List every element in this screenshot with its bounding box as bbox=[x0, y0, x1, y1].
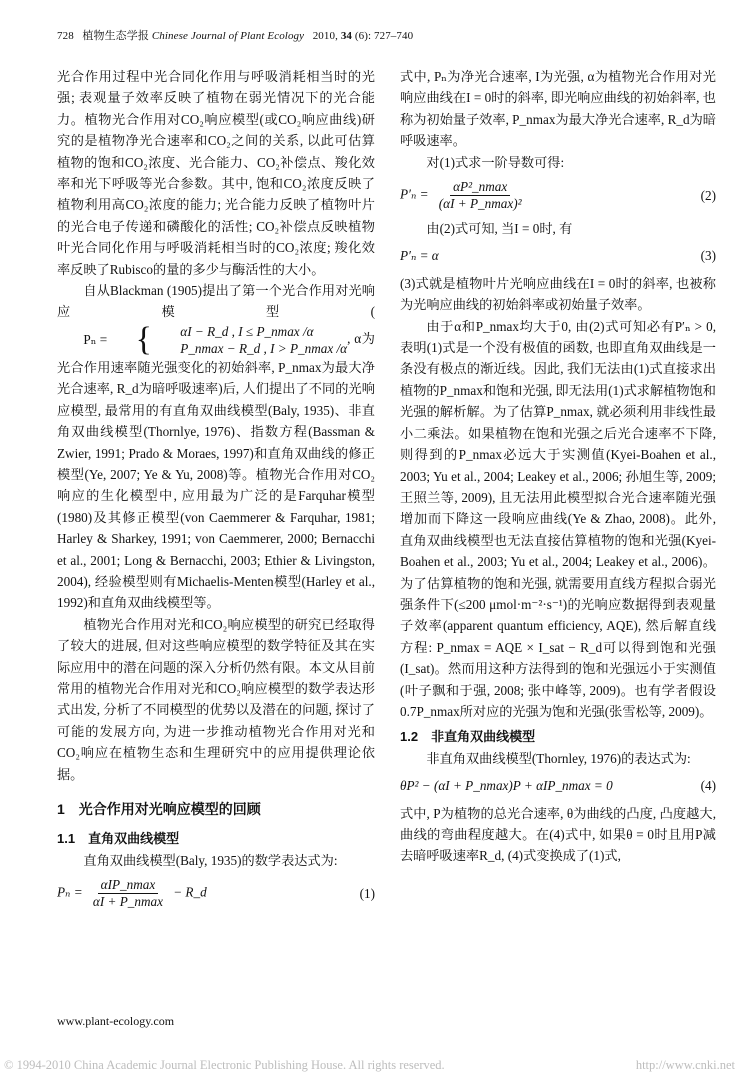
blackman-rest: 合作用速率随光强变化的初始斜率, P_nmax为最大净光合速率, R_d为暗呼吸速率)后, 人们提出了不同的光响应模型, 最常用的有直角双曲线模型(Baly, 1935)、非直角双曲线模型(Thornlye, 1976)、指数方程(Bassman & Zwier, 1991; Prado & Moraes, 1997)和直角双曲线的修正模型(Ye, 2007; Ye & Yu, 2008)等。植物光合作用对CO₂响应的生化模型中, 应用最为广泛的是Farquhar模型(1980)及其修正模型(von Caemmerer & Farquhar, 1981; Harley & Sharkey, 1991; von Caemmerer, 2000; Bernacchi et al., 2001; Long & Bernacchi, 2003; Ethier & Livingston, 2004), 经验模型则有Michaelis-Menten模型(Harley et al., 1992)和直角双曲线模型等。 bbox=[57, 359, 375, 611]
equation-1 bbox=[57, 877, 375, 910]
left-paragraph-3: 植物光合作用对光和CO₂响应模型的研究已经取得了较大的进展, 但对这些响应模型的数学特征及其在实际应用中的潜在问题的深入分析仍然有限。本文从目前常用的植物光合作用对光和CO₂响应模型的数学表达形式出发, 分析了不同模型的优势以及潜在的问题, 探讨了可能的发展方向, 为进一步推动植物光合作用对光和CO₂响应在植物生态和生理研究中的应用提供理论依据。 bbox=[57, 616, 375, 782]
blackman-case-2: P_nmax − R_d , I > P_nmax /α bbox=[180, 340, 348, 356]
eq1-lhs: Pₙ = bbox=[57, 884, 83, 900]
section-1-heading: 1 光合作用对光响应模型的回顾 bbox=[57, 801, 261, 817]
copyright-bar bbox=[4, 1058, 735, 1073]
blackman-after: , α为光 bbox=[57, 330, 375, 375]
right-paragraph-2: 对(1)式求一阶导数可得: bbox=[426, 154, 565, 170]
left-paragraph-1: 光合作用过程中光合同化作用与呼吸消耗相当时的光强; 表观量子效率反映了植物在弱光情况下的光合能力。植物光合作用对CO₂响应模型(或CO₂响应曲线)研究的是植物净光合速率和CO₂之间的关系, 以此可估算植物的饱和CO₂浓度、光合能力、CO₂补偿点、羧化效率和光下呼吸等光合参数。其中, 饱和CO₂浓度反映了植物利用高CO₂浓度的能力; 光合能力反映了植物叶片的光合电子传递和磷酸化的活性; CO₂补偿点反映植物叶光合同化作用与呼吸消耗相当时的CO₂浓度; 羧化效率反映了Rubisco的量的多少与酶活性的大小。 bbox=[57, 69, 375, 277]
eq3-label: (3) bbox=[700, 248, 716, 264]
brace-glyph: { bbox=[135, 320, 152, 358]
eq1-denominator: αI + P_nmax bbox=[92, 894, 163, 910]
cnki-link[interactable]: http://www.cnki.net bbox=[635, 1058, 735, 1072]
eq2-lhs: P′ₙ = bbox=[400, 186, 429, 202]
footer-url: www.plant-ecology.com bbox=[57, 1014, 175, 1028]
eq4-body: θP² − (αI + P_nmax)P + αIP_nmax = 0 bbox=[400, 778, 613, 794]
page-number: 728 bbox=[57, 30, 74, 42]
right-paragraph-1: 式中, Pₙ为净光合速率, I为光强, α为植物光合作用对光响应曲线在I = 0时的斜率, 即光响应曲线的初始斜率, 也称为初始量子效率, P_nmax为最大净光合速率, R_d为暗呼吸速率。 bbox=[400, 69, 716, 149]
eq1-fraction bbox=[90, 877, 166, 910]
journal-name-cn: 植物生态学报 bbox=[82, 30, 149, 42]
equation-3 bbox=[400, 245, 716, 266]
blackman-lhs: Pₙ = bbox=[83, 332, 108, 348]
equation-2 bbox=[400, 179, 716, 212]
blackman-model bbox=[57, 320, 348, 358]
right-paragraph-6: 非直角双曲线模型(Thornley, 1976)的表达式为: bbox=[426, 750, 691, 766]
eq1-label: (1) bbox=[359, 886, 375, 902]
eq2-numerator: αP²_nmax bbox=[450, 179, 510, 196]
eq3-body: P′ₙ = α bbox=[400, 248, 439, 264]
eq4-label: (4) bbox=[700, 778, 716, 794]
right-column bbox=[400, 66, 716, 867]
issue-pages: (6): 727–740 bbox=[354, 30, 414, 42]
eq2-label: (2) bbox=[700, 187, 716, 203]
equation-4 bbox=[400, 775, 716, 796]
running-header bbox=[57, 27, 413, 43]
left-paragraph-2 bbox=[57, 280, 375, 614]
left-column bbox=[57, 66, 375, 916]
copyright-text: © 1994-2010 China Academic Journal Electronic Publishing House. All rights reserved. bbox=[4, 1058, 445, 1072]
eq2-fraction bbox=[436, 179, 525, 212]
journal-name-en: Chinese Journal of Plant Ecology bbox=[151, 30, 305, 42]
blackman-intro: 自从Blackman (1905)提出了第一个光合作用对光响应模型( bbox=[57, 283, 375, 320]
right-paragraph-3: 由(2)式可知, 当I = 0时, 有 bbox=[426, 221, 573, 237]
eq1-numerator: αIP_nmax bbox=[98, 877, 159, 894]
right-paragraph-5: 由于α和P_nmax均大于0, 由(2)式可知必有P′ₙ > 0, 表明(1)式是一个没有极值的函数, 也即直角双曲线是一条没有极点的渐近线。因此, 我们无法由(1)式直接求出植物的P_nmax和饱和光强, 即无法用(1)式求解植物饱和光强的解析解。为了估算P_nmax, 就必须利用非线性最小二乘法。如果植物在饱和光强之后光合速率不下降, 则得到的P_nmax必远大于实测值(Kyei-Boahen et al., 2003; Yu et al., 2004; Leakey et al., 2006; 孙旭生等, 2009; 王照兰等, 2009), 且无法用此模型拟合光合速率随光强增加而下降这一段响应曲线(Ye & Zhao, 2008)。此外, 直角双曲线模型也无法直接估算植物的饱和光强(Kyei-Boahen et al., 2003; Yu et al., 2004; Leakey et al., 2006)。为了估算植物的饱和光强, 就需要用直线方程拟合弱光强条件下(≤200 μmol·m⁻²·s⁻¹)的光响应数据得到表观量子效率(apparent quantum efficiency, AQE), 然后解直线方程: P_nmax = AQE × I_sat − R_d可以得到饱和光强(I_sat)。然而用这种方法得到的饱和光强远小于实测值(叶子飘和于强, 2008; 张中峰等, 2009)。也有学者假设0.7P_nmax所对应的光强为饱和光强(张雪松等, 2009)。 bbox=[400, 318, 716, 719]
left-paragraph-4: 直角双曲线模型(Baly, 1935)的数学表达式为: bbox=[83, 852, 338, 868]
section-1-2-heading: 1.2 非直角双曲线模型 bbox=[400, 729, 536, 745]
eq1-tail: − R_d bbox=[173, 884, 207, 900]
right-paragraph-4: (3)式就是植物叶片光响应曲线在I = 0时的斜率, 也被称为光响应曲线的初始斜率或初始量子效率。 bbox=[400, 275, 716, 313]
eq2-denominator: (αI + P_nmax)² bbox=[438, 196, 522, 212]
year: 2010, bbox=[312, 30, 338, 42]
blackman-case-1: αI − R_d , I ≤ P_nmax /α bbox=[180, 323, 314, 339]
volume: 34 bbox=[340, 30, 353, 42]
right-paragraph-7: 式中, P为植物的总光合速率, θ为曲线的凸度, 凸度越大, 曲线的弯曲程度越大。在(4)式中, 如果θ = 0时且用P减去暗呼吸速率R_d, (4)式变换成了(1)式, bbox=[400, 805, 716, 864]
section-1-1-heading: 1.1 直角双曲线模型 bbox=[57, 831, 180, 847]
